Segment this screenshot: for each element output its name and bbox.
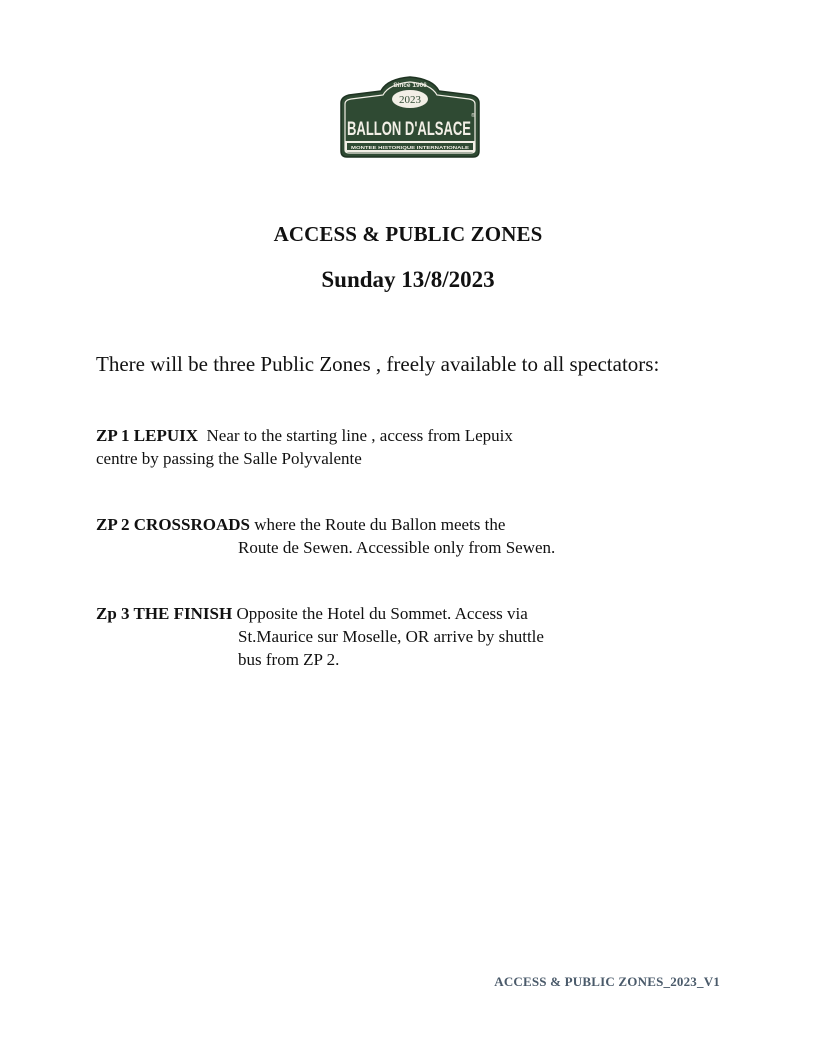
logo-tagline: MONTEE HISTORIQUE INTERNATIONALE xyxy=(351,144,469,150)
zone-description: centre by passing the Salle Polyvalente xyxy=(96,449,362,468)
logo-year: 2023 xyxy=(399,94,421,106)
zone-description: St.Maurice sur Moselle, OR arrive by shuttle xyxy=(238,627,544,646)
logo-registered: ® xyxy=(471,113,475,119)
zone-description: Opposite the Hotel du Sommet. Access via xyxy=(236,604,528,623)
intro-text: There will be three Public Zones , freely available to all spectators: xyxy=(96,352,660,376)
zone-name: ZP 2 CROSSROADS xyxy=(96,515,250,534)
logo-name: BALLON D'ALSACE xyxy=(347,119,471,140)
zone-name: ZP 1 LEPUIX xyxy=(96,426,199,445)
zone-description: Route de Sewen. Accessible only from Sewen. xyxy=(238,538,556,557)
public-zone-3 xyxy=(96,602,544,671)
zone-description: bus from ZP 2. xyxy=(238,650,340,669)
public-zone-1 xyxy=(96,424,513,470)
logo-since: Since 1906 xyxy=(393,82,427,89)
event-date: Sunday 13/8/2023 xyxy=(321,267,495,292)
ballon-dalsace-logo xyxy=(337,73,483,159)
zone-name: Zp 3 THE FINISH xyxy=(96,604,233,623)
zone-description: where the Route du Ballon meets the xyxy=(254,515,506,534)
document-footer: ACCESS & PUBLIC ZONES_2023_V1 xyxy=(494,974,720,989)
public-zone-2 xyxy=(96,513,555,559)
zone-description: Near to the starting line , access from Lepuix xyxy=(206,426,513,445)
page-title: ACCESS & PUBLIC ZONES xyxy=(273,222,543,246)
